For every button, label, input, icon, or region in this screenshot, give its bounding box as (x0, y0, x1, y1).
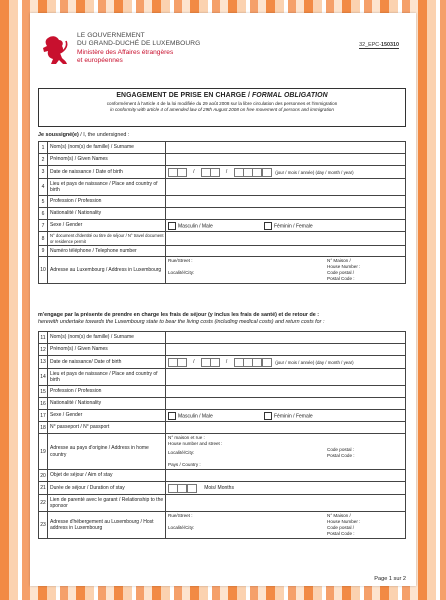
row-label: N° document d'identité ou titre de séjour / N° travel document or residence permit (48, 232, 166, 246)
home-country-label: Pays / Country : (168, 462, 201, 467)
house-no-label: N° Maison / (327, 258, 351, 263)
form-row (39, 410, 406, 422)
row-number: 12 (39, 344, 48, 356)
house-no-label-en: House Number : (327, 519, 361, 524)
form-row (39, 369, 406, 386)
row-number: 16 (39, 398, 48, 410)
row-input-field[interactable] (166, 386, 406, 398)
form-subtitle-en: in conformity with article 4 of amended law of 29th August 2008 on free movement of persons and immigration (110, 106, 334, 112)
form-row (39, 398, 406, 410)
digit-boxes[interactable] (201, 168, 220, 177)
row-input-field[interactable] (166, 482, 406, 495)
form-row (39, 344, 406, 356)
row-input-field[interactable] (166, 232, 406, 246)
digit-boxes[interactable] (168, 484, 196, 493)
row-input-field[interactable] (166, 220, 406, 232)
row-number: 17 (39, 410, 48, 422)
row-number: 23 (39, 512, 48, 539)
form-row (39, 154, 406, 166)
row-number: 7 (39, 220, 48, 232)
postal-label: Code postal / (327, 525, 355, 530)
row-input-field[interactable]: / / (jour / mois / année) (day / month / year) (166, 356, 406, 369)
street-label: Rue/Street : (168, 513, 193, 518)
digit-boxes[interactable] (234, 358, 272, 367)
row-label: Profession / Profession (48, 386, 166, 398)
row-number: 21 (39, 482, 48, 495)
postal-label-en: Postal Code : (327, 531, 355, 536)
row-label: Lien de parenté avec le garant / Relationship to the sponsor (48, 495, 166, 512)
female-checkbox[interactable] (264, 412, 272, 420)
male-checkbox[interactable] (168, 222, 176, 230)
digit-boxes[interactable] (168, 168, 187, 177)
row-label: Date de naissance / Date of birth (48, 166, 166, 179)
row-input-field[interactable] (166, 512, 406, 539)
home-house-label-en: House number and street : (168, 441, 223, 446)
postal-label-en: Postal Code : (327, 276, 355, 281)
house-no-label-en: House Number : (327, 264, 361, 269)
row-input-field[interactable] (166, 495, 406, 512)
form-row (39, 208, 406, 220)
form-row (39, 220, 406, 232)
row-label: Date de naissance/ Date of birth (48, 356, 166, 369)
form-ref-code: 150310 (381, 42, 399, 48)
row-label: Sexe / Gender (48, 220, 166, 232)
form-reference (359, 42, 399, 48)
form-row (39, 422, 406, 434)
page-number: Page 1 sur 2 (374, 576, 406, 582)
section2-intro: m'engage par la présente de prendre en charge les frais de séjour (y inclus les frais de santé) et de retour de : herewith undertake towards the Luxembourg state to bear the living costs (including medical costs) and return costs for : (38, 312, 325, 325)
row-number: 4 (39, 179, 48, 196)
row-input-field[interactable] (166, 410, 406, 422)
row-number: 13 (39, 356, 48, 369)
digit-boxes[interactable] (234, 168, 272, 177)
form-row (39, 196, 406, 208)
form-title-box (38, 88, 406, 127)
form-row (39, 246, 406, 257)
row-label: Adresse au Luxembourg / Address in Luxembourg (48, 257, 166, 284)
form-row (39, 495, 406, 512)
form-row (39, 386, 406, 398)
form-page (30, 13, 416, 586)
home-postal-label-en: Postal Code : (327, 453, 355, 458)
row-number: 20 (39, 470, 48, 482)
street-label: Rue/Street : (168, 258, 193, 263)
form-ref-prefix: 32_EPC- (359, 42, 381, 48)
row-input-field[interactable] (166, 179, 406, 196)
government-header (77, 32, 200, 66)
row-input-field[interactable] (166, 208, 406, 220)
row-number: 19 (39, 434, 48, 470)
sponsor-table (38, 141, 406, 284)
digit-boxes[interactable] (168, 358, 187, 367)
ministry-line-1: Ministère des Affaires étrangères (77, 48, 174, 56)
form-row (39, 142, 406, 154)
form-row (39, 232, 406, 246)
form-row (39, 512, 406, 539)
row-label: Prénom(s) / Given Names (48, 344, 166, 356)
row-input-field[interactable] (166, 196, 406, 208)
gov-line-1: LE GOUVERNEMENT (77, 32, 145, 39)
row-number: 2 (39, 154, 48, 166)
row-label: Prénom(s) / Given Names (48, 154, 166, 166)
row-label: Nom(s) (nom(s) de famille) / Surname (48, 142, 166, 154)
ministry-line-2: et européennes (77, 57, 123, 65)
row-number: 5 (39, 196, 48, 208)
row-input-field[interactable] (166, 369, 406, 386)
row-input-field[interactable] (166, 142, 406, 154)
row-number: 22 (39, 495, 48, 512)
row-label: Nationalité / Nationality (48, 208, 166, 220)
row-number: 15 (39, 386, 48, 398)
red-lion-logo-icon (40, 34, 70, 68)
female-label: Féminin / Female (274, 222, 313, 229)
home-city-label: Localité/City: (168, 450, 195, 455)
row-input-field[interactable] (166, 154, 406, 166)
row-number: 1 (39, 142, 48, 154)
row-input-field[interactable] (166, 470, 406, 482)
city-label: Localité/City: (168, 525, 195, 530)
row-number: 8 (39, 232, 48, 246)
house-no-label: N° Maison / (327, 513, 351, 518)
digit-boxes[interactable] (201, 358, 220, 367)
male-label: Masculin / Male (178, 222, 213, 229)
female-checkbox[interactable] (264, 222, 272, 230)
home-house-label: N° maison et rue : (168, 435, 205, 440)
row-label: Adresse au pays d'origine / Address in home country (48, 434, 166, 470)
female-label: Féminin / Female (274, 412, 313, 419)
row-number: 10 (39, 257, 48, 284)
date-format-hint: (jour / mois / année) (day / month / year) (275, 169, 354, 175)
postal-label: Code postal / (327, 270, 355, 275)
form-row (39, 482, 406, 495)
row-label: Adresse d'hébergement au Luxembourg / Host address in Luxembourg (48, 512, 166, 539)
row-input-field[interactable] (166, 257, 406, 284)
row-label: Lieu et pays de naissance / Place and country of birth (48, 369, 166, 386)
row-input-field[interactable] (166, 422, 406, 434)
form-subtitle-fr: conformément à l'article 4 de la loi modifiée du 29 août 2008 sur la libre circulation des personnes et l'immigration (106, 101, 338, 106)
row-label: Objet de séjour / Aim of stay (48, 470, 166, 482)
row-input-field[interactable] (166, 246, 406, 257)
row-number: 9 (39, 246, 48, 257)
row-label: Nationalité / Nationality (48, 398, 166, 410)
row-input-field[interactable]: / / (jour / mois / année) (day / month / year) (166, 166, 406, 179)
row-input-field[interactable] (166, 332, 406, 344)
form-row (39, 179, 406, 196)
form-row (39, 470, 406, 482)
row-label: Profession / Profession (48, 196, 166, 208)
date-format-hint: (jour / mois / année) (day / month / year) (275, 359, 354, 365)
home-postal-label: Code postal : (327, 447, 355, 452)
row-label: Nom(s) (nom(s) de famille) / Surname (48, 332, 166, 344)
row-label: Sexe / Gender (48, 410, 166, 422)
form-row (39, 166, 406, 179)
form-row (39, 257, 406, 284)
guest-table (38, 331, 406, 539)
row-label: Durée de séjour / Duration of stay (48, 482, 166, 495)
gov-line-2: DU GRAND-DUCHÉ DE LUXEMBOURG (77, 40, 201, 48)
row-label: N° passeport / N° passport (48, 422, 166, 434)
row-input-field[interactable] (166, 434, 406, 470)
form-row (39, 356, 406, 369)
row-number: 18 (39, 422, 48, 434)
row-number: 11 (39, 332, 48, 344)
duration-unit: Mois/ Months (204, 485, 234, 491)
male-label: Masculin / Male (178, 412, 213, 419)
city-label: Localité/City: (168, 270, 195, 275)
form-row (39, 332, 406, 344)
form-title: ENGAGEMENT DE PRISE EN CHARGE / FORMAL OBLIGATION (116, 92, 328, 99)
male-checkbox[interactable] (168, 412, 176, 420)
section1-intro: Je soussigné(e) / I, the undersigned : (38, 132, 130, 138)
row-label: Numéro téléphone / Telephone number (48, 246, 166, 257)
row-number: 3 (39, 166, 48, 179)
row-number: 14 (39, 369, 48, 386)
row-input-field[interactable] (166, 344, 406, 356)
row-number: 6 (39, 208, 48, 220)
row-input-field[interactable] (166, 398, 406, 410)
form-row (39, 434, 406, 470)
row-label: Lieu et pays de naissance / Place and country of birth (48, 179, 166, 196)
